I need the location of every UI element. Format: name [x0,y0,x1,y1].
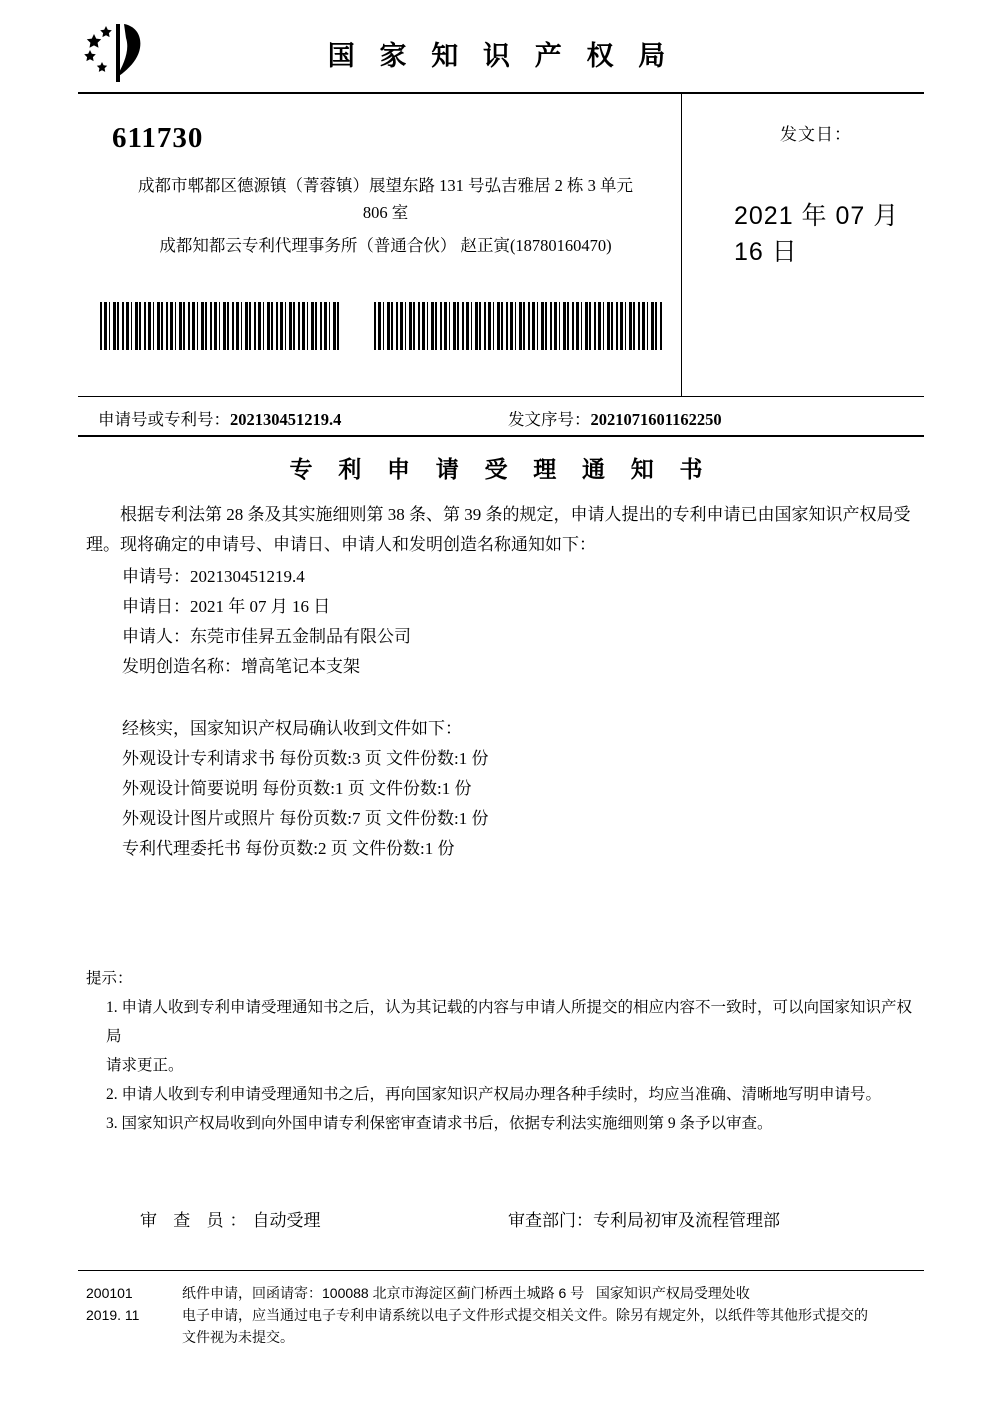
address-line-1: 成都市郫都区德源镇（菁蓉镇）展望东路 131 号弘吉雅居 2 栋 3 单元 [138,176,633,195]
examiner-group [140,1206,321,1231]
send-date-cell [682,94,924,396]
send-date-label: 发文日： [780,125,852,144]
footer-line-1: 纸件申请，回函请寄：100088 北京市海淀区蓟门桥西土城路 6 号 国家知识产权局受理处收 [182,1285,750,1301]
notes-section [86,964,916,1138]
examiner-label: 审 查 员： [140,1211,253,1230]
send-serial-group [508,406,722,430]
field-applicant: 申请人：东莞市佳昇五金制品有限公司 [122,627,411,646]
field-application-number: 申请号：202130451219.4 [122,567,305,586]
send-date-value: 2021 年 07 月 16 日 [734,202,900,266]
documents-intro: 经核实，国家知识产权局确认收到文件如下： [122,719,462,738]
document-title: 专 利 申 请 受 理 通 知 书 [289,457,713,482]
footer-line-3: 文件视为未提交。 [182,1329,294,1345]
footer-code-2: 2019. 11 [86,1307,140,1323]
footer-body [182,1282,924,1348]
document-body [78,500,924,864]
footer-codes [86,1282,176,1326]
address-cell [78,94,682,396]
footer-divider [78,1270,924,1271]
document-item: 外观设计专利请求书 每份页数:3 页 文件份数:1 份 [122,749,489,768]
received-documents [78,714,924,864]
address-line-2: 806 室 [362,203,409,222]
application-number-group [98,406,341,430]
application-number-value: 202130451219.4 [230,410,342,429]
examiner-value: 自动受理 [252,1211,321,1230]
note-item-2: 2. 申请人收到专利申请受理通知书之后，再向国家知识产权局办理各种手续时，均应当准确、清晰地写明申请号。 [106,1086,882,1103]
notes-heading: 提示： [86,970,133,987]
number-row [78,397,924,437]
field-invention-title: 发明创造名称：增高笔记本支架 [122,657,360,676]
document-item: 外观设计图片或照片 每份页数:7 页 文件份数:1 份 [122,809,489,828]
footer-code-1: 200101 [86,1285,133,1301]
recipient-line: 成都知都云专利代理事务所（普通合伙） 赵正寅(18780160470) [159,236,612,255]
note-item-1: 1. 申请人收到专利申请受理通知书之后，认为其记载的内容与申请人所提交的相应内容不一致时，可以向国家知识产权局 [106,999,913,1045]
document-item: 外观设计简要说明 每份页数:1 页 文件份数:1 份 [122,779,472,798]
note-item-3: 3. 国家知识产权局收到向外国申请专利保密审查请求书后，依据专利法实施细则第 9 条予以审查。 [106,1115,773,1132]
notice-sheet [78,18,924,1378]
send-serial-value: 2021071601162250 [590,410,722,429]
barcode-stripes [374,302,662,350]
field-application-date: 申请日：2021 年 07 月 16 日 [122,597,331,616]
note-item-1-continued: 请求更正。 [106,1057,184,1074]
footer-line-2: 电子申请，应当通过电子专利申请系统以电子文件形式提交相关文件。除另有规定外，以纸件等其他形式提交的 [182,1307,868,1323]
barcode-application-number [100,302,340,350]
page-title: 国 家 知 识 产 权 局 [327,41,675,71]
body-spacer [78,682,924,714]
department-value: 专利局初审及流程管理部 [593,1211,780,1230]
department-label: 审查部门： [508,1211,593,1230]
barcode-send-serial [374,302,662,350]
send-serial-label: 发文序号： [508,410,591,429]
document-item: 专利代理委托书 每份页数:2 页 文件份数:1 份 [122,839,455,858]
barcode-stripes [100,302,340,350]
application-number-label: 申请号或专利号： [98,410,230,429]
address-lines [98,172,673,259]
department-group [508,1206,780,1231]
postcode: 611730 [112,122,204,154]
document-header [78,18,924,94]
application-fields [78,562,924,682]
intro-paragraph: 根据专利法第 28 条及其实施细则第 38 条、第 39 条的规定，申请人提出的专利申请已由国家知识产权局受理。现将确定的申请号、申请日、申请人和发明创造名称通知如下： [86,505,911,554]
address-date-block [78,94,924,397]
